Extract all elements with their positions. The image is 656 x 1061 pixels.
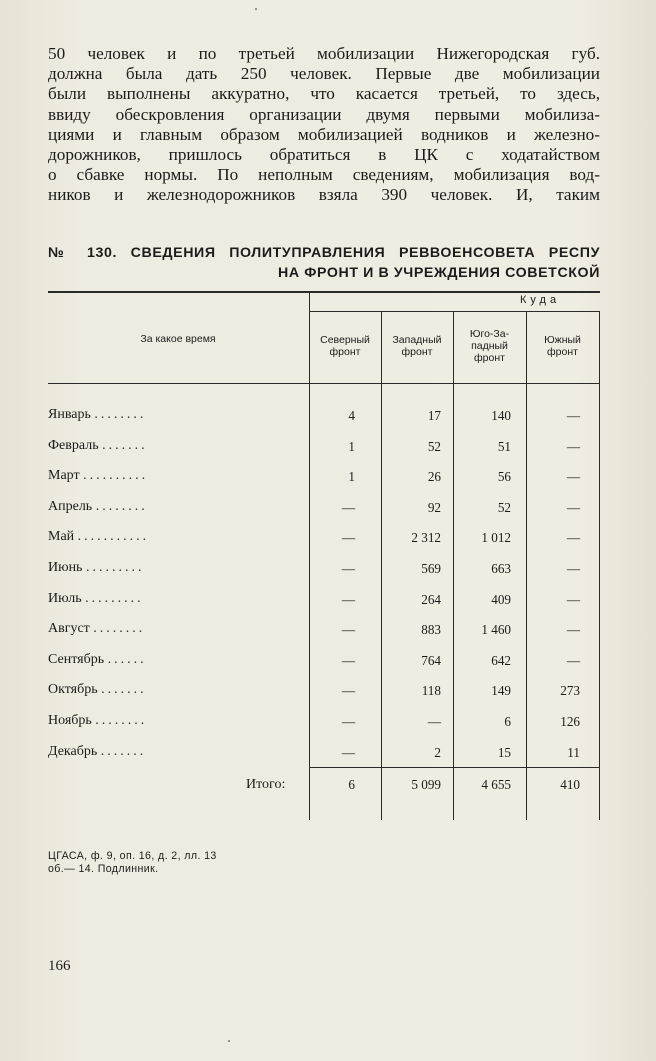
table-cell: 52 [497,500,511,515]
table-cell: 1 [348,469,355,484]
month-name: Октябрь [48,682,98,697]
table-cell: — [341,745,355,760]
heading-text-1: СВЕДЕНИЯ ПОЛИТУПРАВЛЕНИЯ РЕВВОЕНСОВЕТА РЕСПУ [130,245,600,261]
month-name: Апрель [48,499,93,514]
column-header-north [309,334,381,358]
table-cell: 764 [421,653,441,668]
table-cell: — [341,683,355,698]
table-cell: — [341,714,355,729]
table-cell: — [341,561,355,576]
row-label-5 [48,529,149,545]
table-cell: — [566,561,580,576]
table-cell: 6 [504,714,511,729]
paragraph-line: должна была дать 250 человек. Первые две мобилизации [48,64,600,84]
column-header-west [381,334,453,358]
table-cell: 56 [497,469,511,484]
header-bottom-rule [48,383,600,384]
source-line: об.— 14. Подлинник. [48,863,159,875]
table-cell: 26 [427,469,441,484]
table-cell: — [566,530,580,545]
table-cell: — [427,714,441,729]
month-name: Март [48,468,80,483]
print-speck [228,1040,230,1042]
column-header-line: фронт [547,346,578,358]
row-label-1 [48,407,146,423]
table-cell: 663 [491,561,511,576]
heading-line-2: НА ФРОНТ И В УЧРЕЖДЕНИЯ СОВЕТСКОЙ [278,265,600,281]
table-cell: 2 [434,745,441,760]
column-header-southwest [453,328,526,364]
table-cell: — [341,530,355,545]
paragraph-line: о сбавке нормы. По неполным сведениям, мобилизация вод- [48,165,600,185]
source-line: ЦГАСА, ф. 9, оп. 16, д. 2, лл. 13 [48,850,217,862]
period-header: За какое время [140,333,216,345]
leader-dots: ........... [77,529,150,544]
archive-source [48,850,217,876]
paragraph-line: дорожников, пришлось обратиться в ЦК с ходатайством [48,144,600,164]
column-header-south [526,334,599,358]
table-cell: — [566,469,580,484]
paragraph-line: 50 человек и по третьей мобилизации Нижегородская губ. [48,44,600,63]
table-cell: 126 [560,714,580,729]
table-cell: 51 [497,439,511,454]
month-name: Декабрь [48,744,98,759]
row-label-10 [48,682,147,698]
table-cell: 2 312 [411,530,441,545]
month-name: Январь [48,407,91,422]
column-header-line: Западный [392,334,442,346]
table-cell: 4 [348,408,355,423]
table-cell: 1 [348,439,355,454]
table-cell: 569 [421,561,441,576]
row-label-12 [48,744,146,760]
document-number: № 130. [48,245,118,261]
total-cell: 4 655 [481,777,511,792]
leader-dots: .......... [83,468,149,483]
table-cell: — [341,592,355,607]
document-heading [48,245,600,285]
table-cell: 883 [421,622,441,637]
row-label-8 [48,621,145,637]
leader-dots: ........ [94,407,147,422]
column-divider [309,293,310,820]
body-paragraph [48,44,600,206]
row-label-9 [48,652,147,668]
leader-dots: ....... [101,682,147,697]
row-label-2 [48,438,148,454]
table-cell: 118 [421,683,441,698]
page-number: 166 [48,958,71,974]
table-cell: 92 [427,500,441,515]
month-name: Февраль [48,438,99,453]
month-name: Июнь [48,560,83,575]
table-cell: 52 [427,439,441,454]
column-header-line: Юго-За- [469,328,510,340]
table-cell: 15 [497,745,511,760]
column-header-line: Северный [320,334,370,346]
row-label-6 [48,560,144,576]
table-cell: — [566,500,580,515]
row-label-7 [48,591,144,607]
total-rule [309,767,600,768]
leader-dots: ......... [85,591,144,606]
column-header-line: фронт [329,346,361,358]
table-cell: — [566,439,580,454]
row-label-3 [48,468,148,484]
table-cell: 1 460 [481,622,511,637]
column-header-line: фронт [401,346,433,358]
destination-header: Куда [520,294,561,306]
leader-dots: ......... [85,560,145,575]
table-cell: 409 [491,592,511,607]
paragraph-line: ников и железнодорожников взяла 390 человек. И, таким [48,185,600,205]
destination-rule [309,311,600,312]
column-divider [599,312,600,820]
paragraph-line: циями и главным образом мобилизацией водников и железно- [48,124,600,144]
table-cell: — [341,653,355,668]
table-cell: 17 [427,408,441,423]
total-cell: 5 099 [411,777,441,792]
table-cell: 264 [421,592,441,607]
month-name: Сентябрь [48,652,105,667]
table-cell: 149 [491,683,511,698]
table-cell: 642 [491,653,511,668]
column-header-line: фронт [474,352,505,364]
month-name: Август [48,621,90,636]
leader-dots: ........ [95,499,148,514]
month-name: Май [48,529,75,544]
column-header-line: падный [471,340,508,352]
total-cell: 410 [560,777,580,792]
table-cell: — [566,408,580,423]
row-label-11 [48,713,147,729]
leader-dots: ........ [95,713,148,728]
table-top-rule [48,291,600,293]
row-label-4 [48,499,148,515]
table-cell: 1 012 [481,530,511,545]
leader-dots: ....... [102,438,148,453]
total-label: Итого: [246,777,286,792]
table-cell: — [341,622,355,637]
column-header-line: Южный [544,334,581,346]
leader-dots: ....... [100,744,147,759]
month-name: Июль [48,591,82,606]
total-cell: 6 [348,777,355,792]
leader-dots: ...... [107,652,147,667]
table-cell: — [566,653,580,668]
month-name: Ноябрь [48,713,92,728]
table-cell: — [566,592,580,607]
table-cell: 140 [491,408,511,423]
paragraph-line: ввиду обескровления организации двумя первыми мобилиза- [48,104,600,124]
paragraph-line: были выполнены аккуратно, что касается третьей, то здесь, [48,84,600,104]
table-cell: 273 [560,683,580,698]
table-cell: 11 [567,745,580,760]
table-cell: — [566,622,580,637]
heading-line-1 [48,245,600,265]
print-speck [255,8,257,10]
leader-dots: ........ [93,621,146,636]
table-cell: — [341,500,355,515]
